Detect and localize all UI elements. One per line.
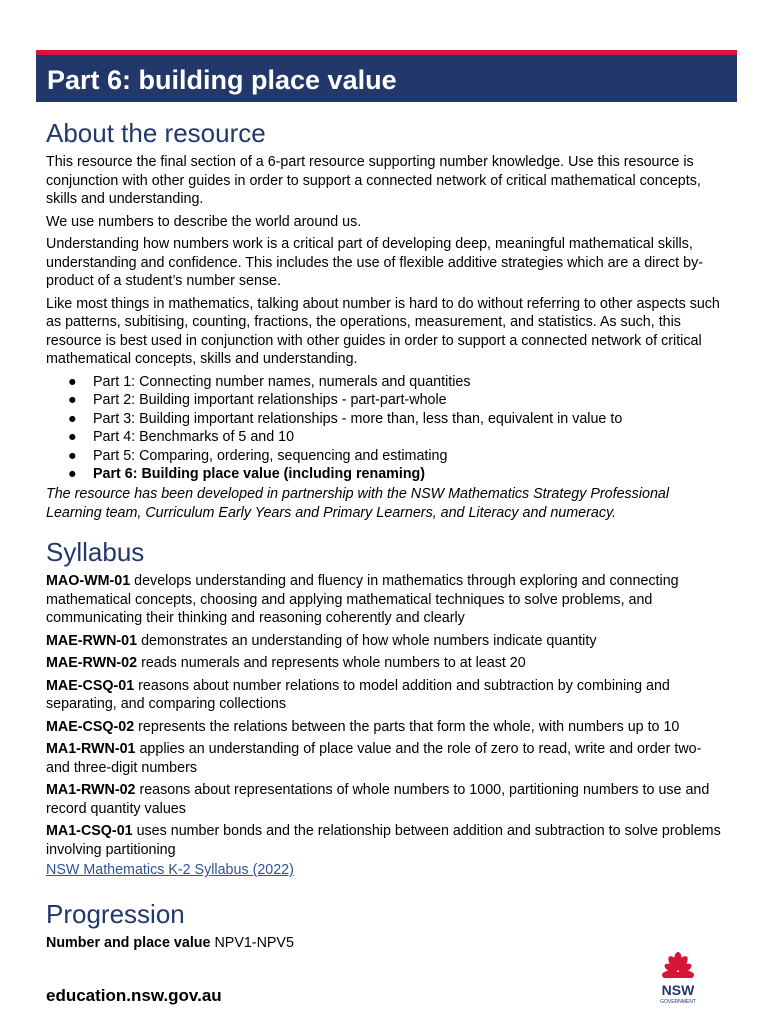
progression-value: NPV1-NPV5	[210, 934, 294, 951]
outcome: MAE-RWN-01 demonstrates an understanding of how whole numbers indicate quantity	[46, 632, 597, 649]
list-item: ● Part 1: Connecting number names, numerals and quantities	[68, 373, 471, 390]
title-banner	[36, 55, 737, 102]
outcome: MA1-RWN-02 reasons about representations of whole numbers to 1000, partitioning numbers to use and record quantity values	[46, 782, 710, 817]
outcome-code: MAE-RWN-01	[46, 632, 138, 649]
outcome: MAE-RWN-02 reads numerals and represents whole numbers to at least 20	[46, 655, 526, 672]
about-paragraph: We use numbers to describe the world around us.	[46, 213, 362, 230]
list-item: ● Part 4: Benchmarks of 5 and 10	[68, 429, 295, 446]
bullet-icon: ●	[68, 392, 77, 409]
list-item: ● Part 3: Building important relationships - more than, less than, equivalent in value to	[68, 410, 623, 427]
parts-list	[46, 373, 726, 485]
outcome-code: MA1-RWN-01	[46, 741, 136, 758]
bullet-icon: ●	[68, 410, 77, 427]
progression-line	[46, 934, 726, 953]
partnership-note: The resource has been developed in partnership with the NSW Mathematics Strategy Professional Learning team, Curriculum Early Years and Primary Learners, and Literacy and numeracy.	[46, 486, 670, 521]
list-item: ● Part 5: Comparing, ordering, sequencing and estimating	[68, 447, 448, 464]
outcome-code: MAO-WM-01	[46, 573, 131, 590]
nsw-government-logo-icon	[652, 950, 704, 1006]
outcome-code: MA1-CSQ-01	[46, 823, 133, 840]
list-item: ● Part 2: Building important relationships - part-part-whole	[68, 392, 447, 409]
about-paragraph: This resource the final section of a 6-part resource supporting number knowledge. Use this resource is conjunction with other guides in order to support a connected network of critical mathematical concepts, skills and understanding.	[46, 154, 701, 207]
about-heading: About the resource	[46, 118, 266, 148]
about-paragraph: Understanding how numbers work is a critical part of developing deep, meaningful mathematical skills, understanding and confidence. This includes the use of flexible additive strategies which are a direct by-product of a student’s number sense.	[46, 236, 703, 289]
page-title: Part 6: building place value	[47, 65, 397, 95]
bullet-icon: ●	[68, 429, 77, 446]
footer-url: education.nsw.gov.au	[46, 986, 222, 1005]
outcome: MAE-CSQ-02 represents the relations between the parts that form the whole, with numbers up to 10	[46, 718, 680, 735]
bullet-icon: ●	[68, 373, 77, 390]
outcome: MAE-CSQ-01 reasons about number relations to model addition and subtraction by combining and separating, and comparing collections	[46, 677, 670, 713]
logo-subtext: GOVERNMENT	[660, 999, 696, 1005]
list-item-current: ● Part 6: Building place value (including renaming)	[68, 466, 426, 483]
syllabus-outcomes	[46, 572, 726, 859]
outcome: MAO-WM-01 develops understanding and fluency in mathematics through exploring and connecting mathematical concepts, choosing and applying mathematical techniques to solve problems, and communicating their thinking and reasoning coherently and clearly	[46, 573, 679, 627]
outcome-code: MA1-RWN-02	[46, 782, 136, 799]
outcome: MA1-CSQ-01 uses number bonds and the relationship between addition and subtraction to solve problems involving partitioning	[46, 823, 721, 858]
outcome-code: MAE-RWN-02	[46, 655, 138, 672]
bullet-icon: ●	[68, 466, 77, 483]
outcome-code: MAE-CSQ-01	[46, 677, 135, 694]
logo-text: NSW	[661, 982, 695, 998]
bullet-icon: ●	[68, 447, 77, 464]
about-paragraph: Like most things in mathematics, talking about number is hard to do without referring to other aspects such as patterns, subitising, counting, fractions, the operations, measurement, and statistics. As such, this resource is best used in conjunction with other guides in order to support a connected network of critical mathematical concepts, skills and understanding.	[46, 295, 720, 367]
progression-heading: Progression	[46, 898, 185, 929]
syllabus-link[interactable]: NSW Mathematics K-2 Syllabus (2022)	[46, 862, 294, 879]
outcome: MA1-RWN-01 applies an understanding of place value and the role of zero to read, write and order two- and three-digit numbers	[46, 741, 702, 776]
outcome-code: MAE-CSQ-02	[46, 718, 135, 735]
progression-label: Number and place value	[46, 934, 211, 951]
document-body	[46, 113, 726, 956]
syllabus-heading: Syllabus	[46, 537, 145, 568]
